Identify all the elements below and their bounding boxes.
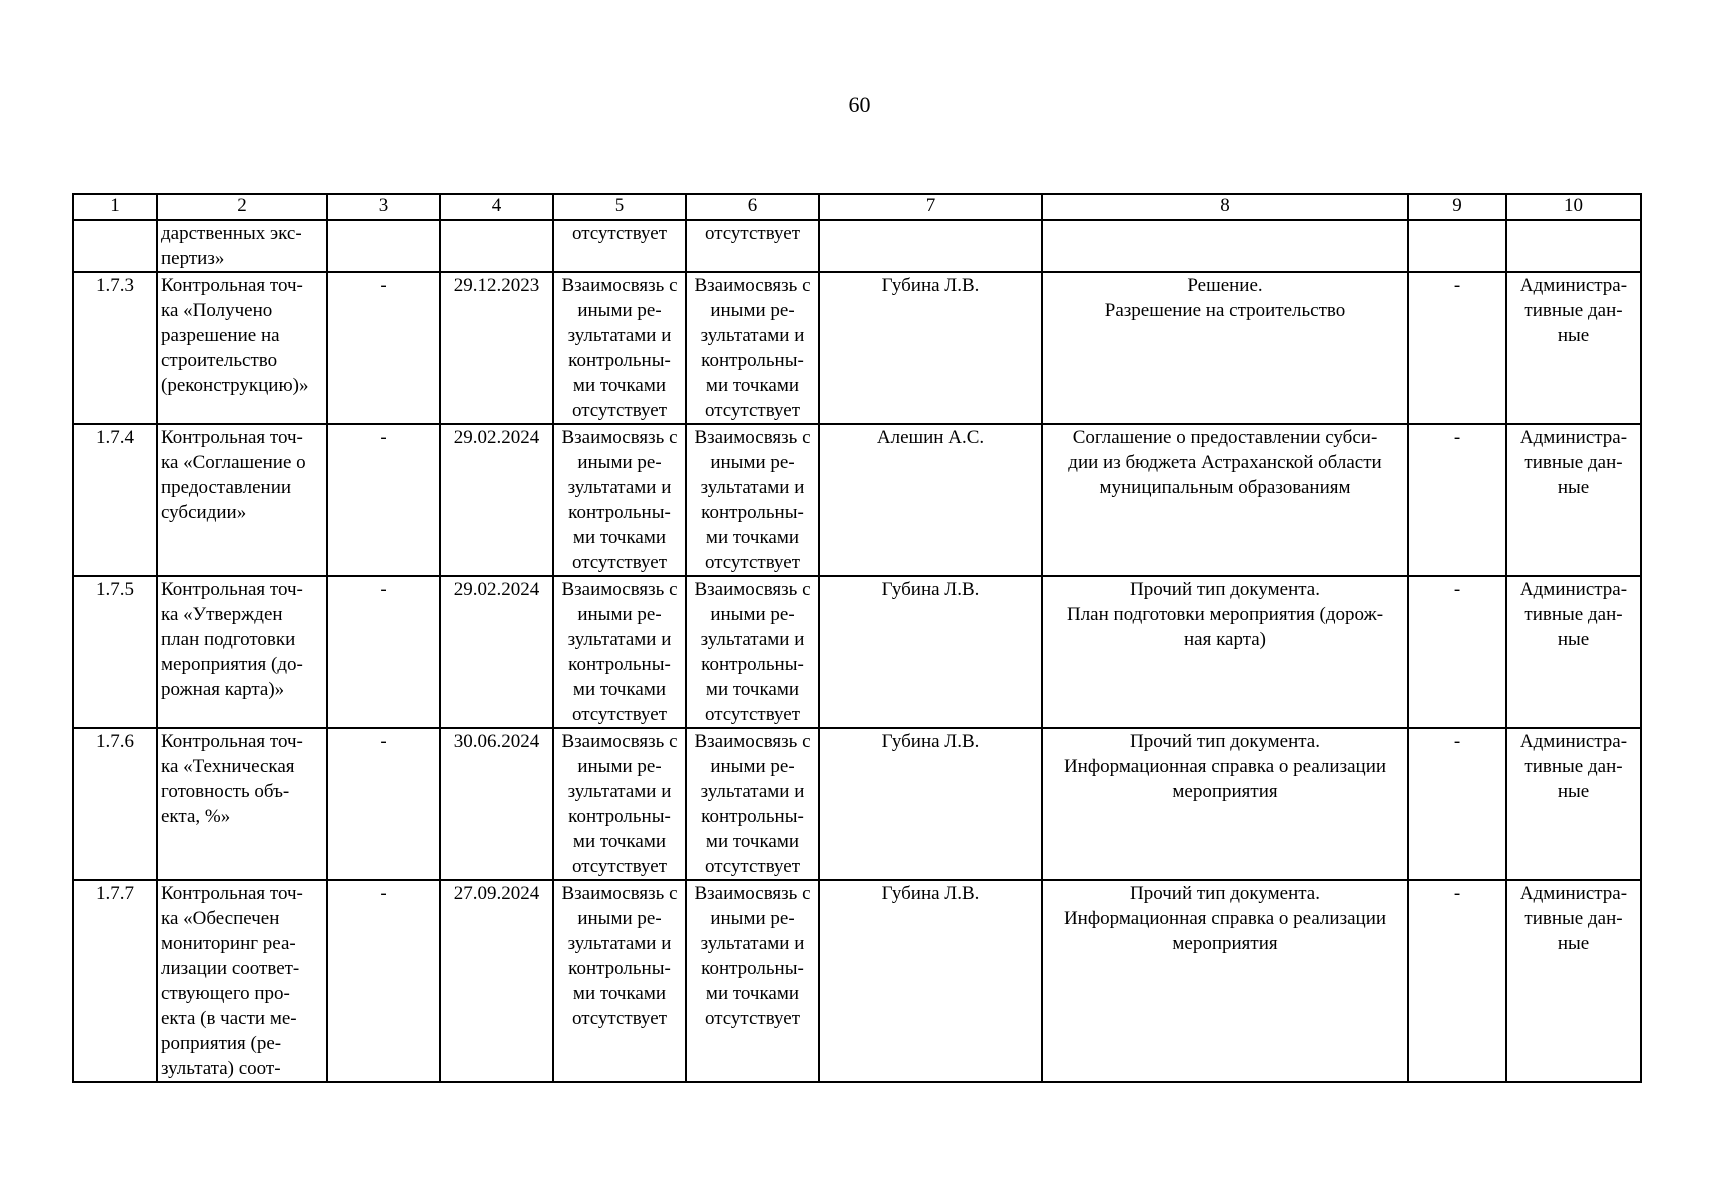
document-cell: Решение. Разрешение на строительство — [1042, 272, 1408, 424]
control-point-name: Контрольная точ- ка «Получено разрешение на строительство (реконструкцию)» — [157, 272, 327, 424]
relation-cell: Взаимосвязь с иными ре- зультатами и контрольны- ми точками отсутствует — [553, 272, 686, 424]
table-cell: - — [1408, 576, 1506, 728]
relation-cell: Взаимосвязь с иными ре- зультатами и контрольны- ми точками отсутствует — [686, 272, 819, 424]
column-header: 4 — [440, 194, 553, 220]
column-header: 7 — [819, 194, 1042, 220]
relation-cell: Взаимосвязь с иными ре- зультатами и контрольны- ми точками отсутствует — [686, 880, 819, 1082]
relation-cell: Взаимосвязь с иными ре- зультатами и контрольны- ми точками отсутствует — [686, 728, 819, 880]
source-cell: Администра- тивные дан- ные — [1506, 424, 1641, 576]
document-cell: Соглашение о предоставлении субси- дии из бюджета Астраханской области муниципальным образованиям — [1042, 424, 1408, 576]
responsible-cell: Губина Л.В. — [819, 880, 1042, 1082]
table-cell — [327, 220, 440, 272]
table-row — [73, 880, 1641, 1082]
source-cell: Администра- тивные дан- ные — [1506, 728, 1641, 880]
date-cell: 27.09.2024 — [440, 880, 553, 1082]
document-cell: Прочий тип документа. План подготовки мероприятия (дорож- ная карта) — [1042, 576, 1408, 728]
responsible-cell: Губина Л.В. — [819, 576, 1042, 728]
responsible-cell: Губина Л.В. — [819, 272, 1042, 424]
page-number: 60 — [848, 92, 871, 117]
table-cell — [440, 220, 553, 272]
control-point-name: дарственных экс- пертиз» — [157, 220, 327, 272]
table-cell: - — [327, 728, 440, 880]
relation-cell: Взаимосвязь с иными ре- зультатами и контрольны- ми точками отсутствует — [553, 728, 686, 880]
document-cell: Прочий тип документа. Информационная справка о реализации мероприятия — [1042, 728, 1408, 880]
source-cell: Администра- тивные дан- ные — [1506, 576, 1641, 728]
row-number: 1.7.7 — [73, 880, 157, 1082]
table-cell — [819, 220, 1042, 272]
table-cell: - — [327, 424, 440, 576]
row-number: 1.7.3 — [73, 272, 157, 424]
control-point-name: Контрольная точ- ка «Утвержден план подготовки мероприятия (до- рожная карта)» — [157, 576, 327, 728]
control-points-table — [72, 193, 1642, 1083]
table-row — [73, 576, 1641, 728]
table-row — [73, 272, 1641, 424]
control-point-name: Контрольная точ- ка «Соглашение о предоставлении субсидии» — [157, 424, 327, 576]
control-point-name: Контрольная точ- ка «Техническая готовность объ- екта, %» — [157, 728, 327, 880]
responsible-cell: Губина Л.В. — [819, 728, 1042, 880]
relation-cell: Взаимосвязь с иными ре- зультатами и контрольны- ми точками отсутствует — [553, 576, 686, 728]
relation-cell: Взаимосвязь с иными ре- зультатами и контрольны- ми точками отсутствует — [553, 424, 686, 576]
row-number: 1.7.6 — [73, 728, 157, 880]
table-cell: - — [327, 272, 440, 424]
column-header: 2 — [157, 194, 327, 220]
table-cell: - — [1408, 272, 1506, 424]
responsible-cell: Алешин А.С. — [819, 424, 1042, 576]
continuation-row — [73, 220, 1641, 272]
column-number-row — [73, 194, 1641, 220]
date-cell: 29.02.2024 — [440, 424, 553, 576]
row-number: 1.7.5 — [73, 576, 157, 728]
table-row — [73, 728, 1641, 880]
source-cell: Администра- тивные дан- ные — [1506, 272, 1641, 424]
row-number: 1.7.4 — [73, 424, 157, 576]
column-header: 9 — [1408, 194, 1506, 220]
column-header: 3 — [327, 194, 440, 220]
table-cell — [1506, 220, 1641, 272]
table-cell: - — [1408, 728, 1506, 880]
column-header: 5 — [553, 194, 686, 220]
table-cell: - — [1408, 880, 1506, 1082]
date-cell: 29.02.2024 — [440, 576, 553, 728]
control-point-name: Контрольная точ- ка «Обеспечен мониторинг реа- лизации соответ- ствующего про- екта (в части ме- роприятия (ре- зультата) соот- — [157, 880, 327, 1082]
table-cell — [1408, 220, 1506, 272]
table-cell: - — [1408, 424, 1506, 576]
column-header: 1 — [73, 194, 157, 220]
relation-cell: Взаимосвязь с иными ре- зультатами и контрольны- ми точками отсутствует — [686, 576, 819, 728]
table-cell — [73, 220, 157, 272]
relation-cell: отсутствует — [686, 220, 819, 272]
relation-cell: отсутствует — [553, 220, 686, 272]
relation-cell: Взаимосвязь с иными ре- зультатами и контрольны- ми точками отсутствует — [686, 424, 819, 576]
document-cell: Прочий тип документа. Информационная справка о реализации мероприятия — [1042, 880, 1408, 1082]
date-cell: 29.12.2023 — [440, 272, 553, 424]
column-header: 8 — [1042, 194, 1408, 220]
column-header: 6 — [686, 194, 819, 220]
date-cell: 30.06.2024 — [440, 728, 553, 880]
table-row — [73, 424, 1641, 576]
relation-cell: Взаимосвязь с иными ре- зультатами и контрольны- ми точками отсутствует — [553, 880, 686, 1082]
column-header: 10 — [1506, 194, 1641, 220]
table-cell: - — [327, 576, 440, 728]
table-cell — [1042, 220, 1408, 272]
source-cell: Администра- тивные дан- ные — [1506, 880, 1641, 1082]
table-cell: - — [327, 880, 440, 1082]
